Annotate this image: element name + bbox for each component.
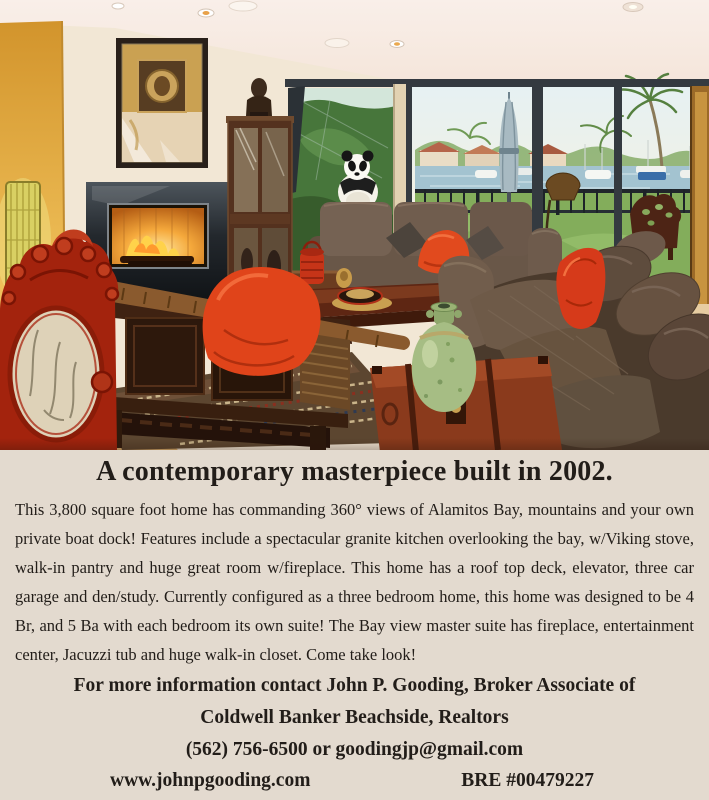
- license-number: BRE #00479227: [461, 770, 594, 791]
- description-line: This 3,800 square foot home has commanding 360° views of Alamitos Bay, mountains and your own: [15, 500, 694, 519]
- description-line: Br, and 5 Ba with each bedroom its own suite! The Bay view master suite has fireplace, entertainment: [15, 616, 694, 635]
- contact-line-2: Coldwell Banker Beachside, Realtors: [200, 707, 509, 728]
- website-url: www.johnpgooding.com: [110, 770, 311, 791]
- description-line: garage and den/study. Currently configured as a three bedroom home, this home was designed to be 4: [15, 587, 694, 606]
- contact-line-3: (562) 756-6500 or goodingjp@gmail.com: [185, 739, 524, 760]
- photo-bottom-shadow: [0, 438, 709, 450]
- description-line: center, Jacuzzi tub and huge walk-in closet. Come take look!: [15, 645, 417, 664]
- framed-artwork: [116, 38, 208, 168]
- flyer-text-section: [0, 455, 709, 796]
- red-pillow-bench: [203, 267, 321, 376]
- contact-line-1: For more information contact John P. Gooding, Broker Associate of: [73, 675, 636, 696]
- description-line: private boat dock! Features include a spectacular granite kitchen overlooking the bay, w/Viking stove,: [15, 529, 694, 548]
- bottom-row: [15, 765, 694, 796]
- property-description: [15, 495, 694, 669]
- description-line: walk-in pantry and huge great room w/fireplace. This home has a roof top deck, elevator, three car: [15, 558, 694, 577]
- headline: A contemporary masterpiece built in 2002.: [96, 456, 613, 487]
